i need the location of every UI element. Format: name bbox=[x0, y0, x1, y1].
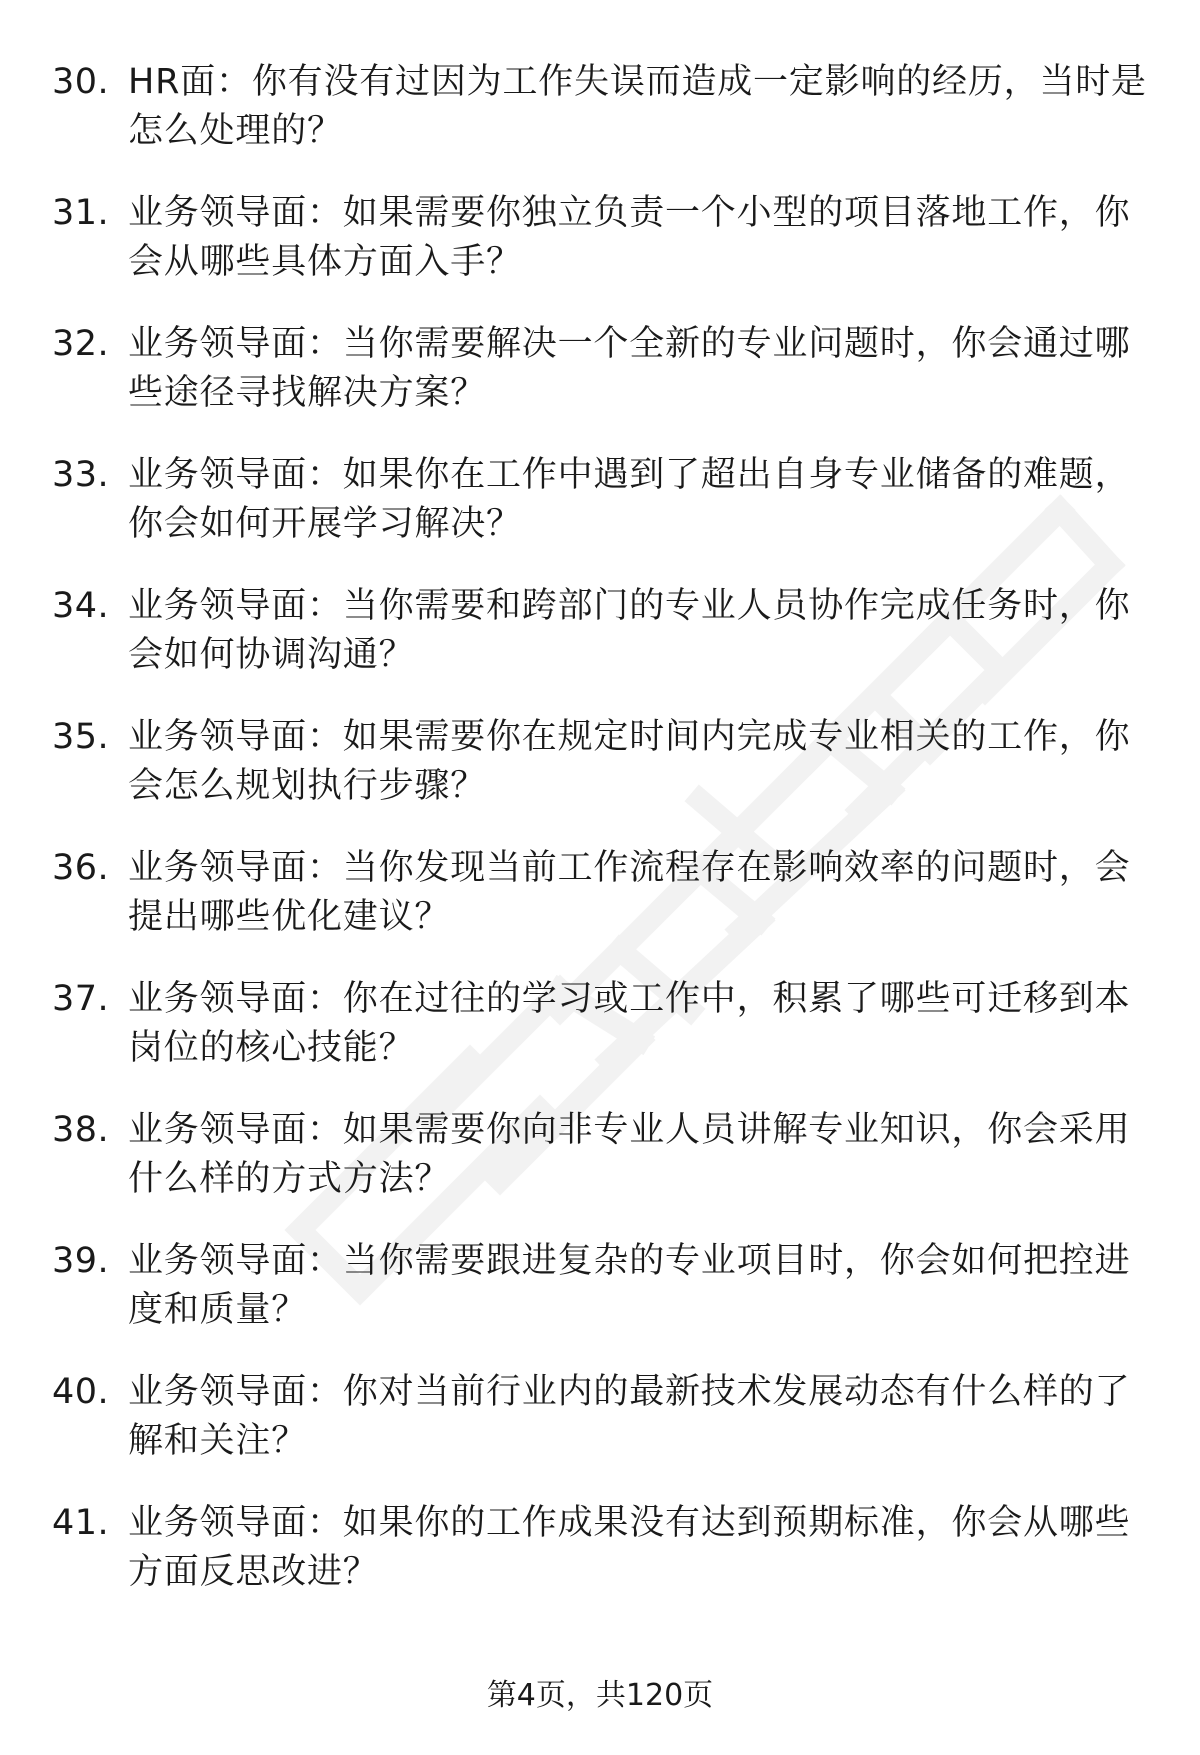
question-item bbox=[0, 1237, 1200, 1368]
page-number-footer: 第4页，共120页 bbox=[486, 1678, 714, 1713]
question-text: 业务领导面：如果需要你独立负责一个小型的项目落地工作，你会从哪些具体方面入手？ bbox=[128, 193, 1131, 282]
question-text: 业务领导面：当你需要和跨部门的专业人员协作完成任务时，你会如何协调沟通？ bbox=[128, 586, 1131, 675]
question-number: 30. bbox=[52, 62, 110, 102]
question-item bbox=[0, 1368, 1200, 1499]
question-number: 39. bbox=[52, 1241, 110, 1281]
question-text: 业务领导面：如果你的工作成果没有达到预期标准，你会从哪些方面反思改进？ bbox=[128, 1503, 1131, 1592]
question-text: 业务领导面：当你发现当前工作流程存在影响效率的问题时，会提出哪些优化建议？ bbox=[128, 848, 1131, 937]
question-number: 35. bbox=[52, 717, 110, 757]
question-number: 32. bbox=[52, 324, 110, 364]
question-text: 业务领导面：当你需要跟进复杂的专业项目时，你会如何把控进度和质量？ bbox=[128, 1241, 1131, 1330]
question-item bbox=[0, 713, 1200, 844]
question-number: 38. bbox=[52, 1110, 110, 1150]
question-number: 34. bbox=[52, 586, 110, 626]
question-item bbox=[0, 1499, 1200, 1630]
question-item bbox=[0, 975, 1200, 1106]
question-item bbox=[0, 451, 1200, 582]
question-list bbox=[0, 58, 1200, 1630]
question-text: 业务领导面：你对当前行业内的最新技术发展动态有什么样的了解和关注？ bbox=[128, 1372, 1131, 1461]
question-text: 业务领导面：如果需要你向非专业人员讲解专业知识，你会采用什么样的方式方法？ bbox=[128, 1110, 1131, 1199]
question-number: 41. bbox=[52, 1503, 110, 1543]
question-item bbox=[0, 1106, 1200, 1237]
question-number: 37. bbox=[52, 979, 110, 1019]
question-text: 业务领导面：当你需要解决一个全新的专业问题时，你会通过哪些途径寻找解决方案？ bbox=[128, 324, 1131, 413]
question-number: 33. bbox=[52, 455, 110, 495]
question-item bbox=[0, 58, 1200, 189]
question-text: 业务领导面：如果需要你在规定时间内完成专业相关的工作，你会怎么规划执行步骤？ bbox=[128, 717, 1131, 806]
question-item bbox=[0, 844, 1200, 975]
question-text: 业务领导面：你在过往的学习或工作中，积累了哪些可迁移到本岗位的核心技能？ bbox=[128, 979, 1131, 1068]
question-text: 业务领导面：如果你在工作中遇到了超出自身专业储备的难题，你会如何开展学习解决？ bbox=[128, 455, 1131, 544]
question-item bbox=[0, 320, 1200, 451]
question-number: 36. bbox=[52, 848, 110, 888]
question-item bbox=[0, 582, 1200, 713]
question-number: 31. bbox=[52, 193, 110, 233]
question-text: HR面：你有没有过因为工作失误而造成一定影响的经历，当时是怎么处理的？ bbox=[128, 62, 1147, 151]
question-number: 40. bbox=[52, 1372, 110, 1412]
question-item bbox=[0, 189, 1200, 320]
